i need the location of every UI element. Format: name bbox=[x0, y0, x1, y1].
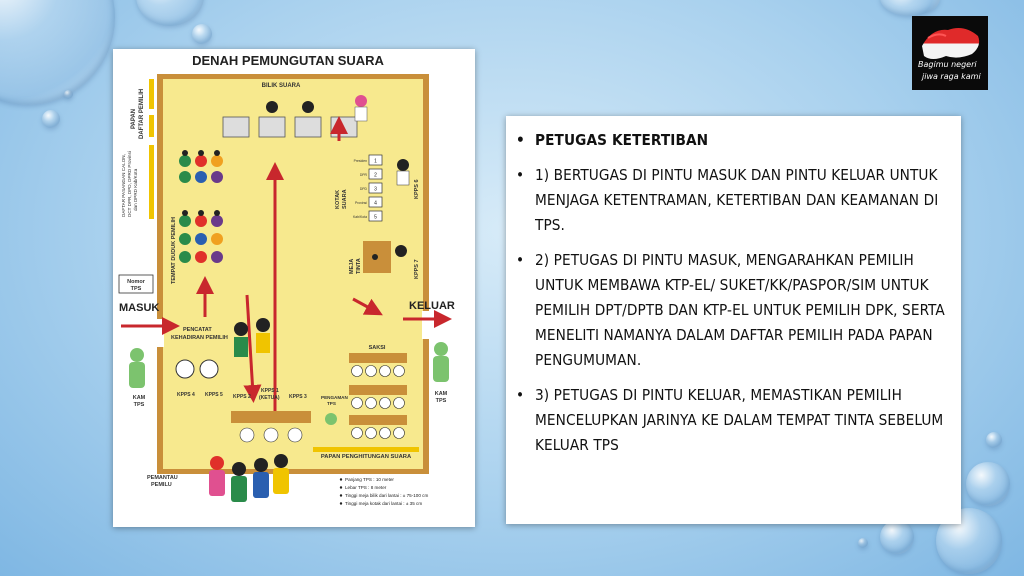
security-officer-right bbox=[433, 342, 449, 382]
kpps7-label: KPPS 7 bbox=[414, 259, 420, 279]
map-title: DENAH PEMUNGUTAN SUARA bbox=[192, 53, 384, 68]
svg-text:KPPS 2: KPPS 2 bbox=[233, 394, 251, 400]
water-drop-decoration bbox=[192, 24, 212, 44]
content-card bbox=[506, 116, 961, 524]
water-drop-decoration bbox=[880, 520, 914, 554]
svg-text:Presiden: Presiden bbox=[353, 159, 367, 163]
svg-text:DPR: DPR bbox=[359, 173, 367, 177]
svg-text:MEJA: MEJA bbox=[349, 258, 355, 274]
water-drop-decoration bbox=[986, 432, 1002, 448]
list-item-title: • PETUGAS KETERTIBAN bbox=[516, 131, 709, 149]
list-item: • 2) PETUGAS DI PINTU MASUK, MENGARAHKAN PEMILIH UNTUK MEMBAWA KTP-EL/ SUKET/KK/PASPOR/SIM UNTUK PEMILIH DPT/DPTB DAN KTP-EL UNTUK PEMILIH DPK, SERTA MENELITI NAMANYA DALAM DAFTAR PEMILIH PADA PAPAN PENGUMUMAN. bbox=[516, 251, 945, 369]
svg-text:5: 5 bbox=[374, 214, 377, 221]
bilik-label: BILIK SUARA bbox=[261, 83, 301, 89]
svg-text:Lebar TPS : 8 meter: Lebar TPS : 8 meter bbox=[345, 485, 387, 490]
counting-board bbox=[313, 447, 419, 452]
svg-text:1: 1 bbox=[374, 158, 377, 165]
svg-text:PAPAN: PAPAN bbox=[131, 108, 137, 129]
water-drop-decoration bbox=[0, 0, 115, 105]
keluar-label: KELUAR bbox=[409, 300, 455, 312]
svg-text:SUARA: SUARA bbox=[342, 189, 348, 209]
svg-text:SAKSI: SAKSI bbox=[368, 345, 386, 351]
svg-text:Kab/Kota: Kab/Kota bbox=[353, 215, 367, 219]
water-drop-decoration bbox=[136, 0, 204, 26]
water-drop-decoration bbox=[64, 90, 73, 99]
svg-text:TPS: TPS bbox=[130, 286, 142, 292]
svg-text:Provinsi: Provinsi bbox=[354, 201, 367, 205]
exit-door bbox=[422, 311, 429, 339]
masuk-label: MASUK bbox=[119, 302, 160, 314]
svg-text:KPPS 4: KPPS 4 bbox=[177, 392, 195, 398]
svg-text:KEHADIRAN PEMILIH: KEHADIRAN PEMILIH bbox=[171, 335, 228, 341]
svg-text:KPPS 5: KPPS 5 bbox=[205, 392, 223, 398]
svg-text:Tinggi meja kotak dari lantai: Tinggi meja kotak dari lantai : ± 35 cm bbox=[345, 501, 423, 506]
polling-floor-plan bbox=[113, 49, 475, 527]
svg-text:KPPS 3: KPPS 3 bbox=[289, 394, 307, 400]
measurement-notes bbox=[345, 477, 428, 506]
svg-text:(KETUA): (KETUA) bbox=[259, 395, 280, 401]
svg-text:PEMILU: PEMILU bbox=[151, 482, 172, 488]
seating-label: TEMPAT DUDUK PEMILIH bbox=[171, 216, 177, 284]
water-drop-decoration bbox=[42, 110, 60, 128]
svg-text:4: 4 bbox=[374, 200, 377, 207]
svg-text:TPS: TPS bbox=[327, 401, 336, 406]
svg-text:dan DPRD Kab/Kota: dan DPRD Kab/Kota bbox=[133, 168, 138, 211]
papan-board bbox=[149, 79, 154, 109]
svg-text:DAFTAR PASANGAN CALON,: DAFTAR PASANGAN CALON, bbox=[121, 154, 126, 217]
svg-text:PENGAMAN: PENGAMAN bbox=[321, 395, 348, 400]
svg-text:KAM: KAM bbox=[434, 391, 448, 397]
svg-text:Tinggi meja bilik dari lantai: Tinggi meja bilik dari lantai : ± 75-100 cm bbox=[345, 493, 429, 498]
bullet-list bbox=[514, 128, 954, 468]
kpps-table bbox=[231, 411, 311, 423]
floor-area bbox=[163, 79, 423, 469]
svg-text:KAM: KAM bbox=[132, 395, 146, 401]
kpps7-figure bbox=[395, 245, 407, 257]
svg-text:DAFTAR PEMILIH: DAFTAR PEMILIH bbox=[139, 88, 145, 139]
water-drop-decoration bbox=[858, 538, 868, 548]
svg-text:DPD: DPD bbox=[359, 187, 367, 191]
svg-text:KPPS 1: KPPS 1 bbox=[261, 388, 279, 394]
kotak-label: KOTAK bbox=[335, 189, 341, 209]
logo-caption-1: Bagimu negeri bbox=[918, 60, 977, 69]
daftar-board bbox=[149, 145, 154, 219]
pengamanan-figure bbox=[325, 413, 337, 425]
list-item: • 3) PETUGAS DI PINTU KELUAR, MEMASTIKAN PEMILIH MENCELUPKAN JARINYA KE DALAM TEMPAT TINTA SEBELUM KELUAR TPS bbox=[516, 386, 944, 454]
water-drop-decoration bbox=[966, 462, 1010, 506]
kpps6-label: KPPS 6 bbox=[414, 179, 420, 199]
svg-text:PENCATAT: PENCATAT bbox=[183, 327, 212, 333]
svg-text:PAPAN PENGHITUNGAN SUARA: PAPAN PENGHITUNGAN SUARA bbox=[320, 454, 412, 460]
svg-text:TINTA: TINTA bbox=[356, 258, 362, 274]
water-drop-decoration bbox=[880, 0, 940, 16]
logo-caption-2: jiwa raga kami bbox=[922, 72, 981, 81]
svg-text:Nomor: Nomor bbox=[127, 279, 145, 285]
entrance-door bbox=[157, 319, 164, 347]
list-item: • 1) BERTUGAS DI PINTU MASUK DAN PINTU KELUAR UNTUK MENJAGA KETENTRAMAN, KETERTIBAN DAN KEAMANAN DI TPS. bbox=[516, 166, 939, 234]
svg-text:TPS: TPS bbox=[133, 402, 145, 408]
svg-text:TPS: TPS bbox=[435, 398, 447, 404]
svg-text:2: 2 bbox=[374, 172, 377, 179]
svg-text:PEMANTAU: PEMANTAU bbox=[147, 475, 178, 481]
kpps6-figure bbox=[397, 159, 409, 171]
security-officer-left bbox=[129, 348, 145, 388]
svg-text:Panjang TPS : 10 meter: Panjang TPS : 10 meter bbox=[345, 477, 394, 482]
svg-text:DCT DPR, DPD, DPRD Provinsi: DCT DPR, DPD, DPRD Provinsi bbox=[127, 151, 132, 217]
logo bbox=[912, 16, 988, 90]
svg-text:3: 3 bbox=[374, 186, 377, 193]
section-title: PETUGAS KETERTIBAN bbox=[535, 131, 709, 149]
